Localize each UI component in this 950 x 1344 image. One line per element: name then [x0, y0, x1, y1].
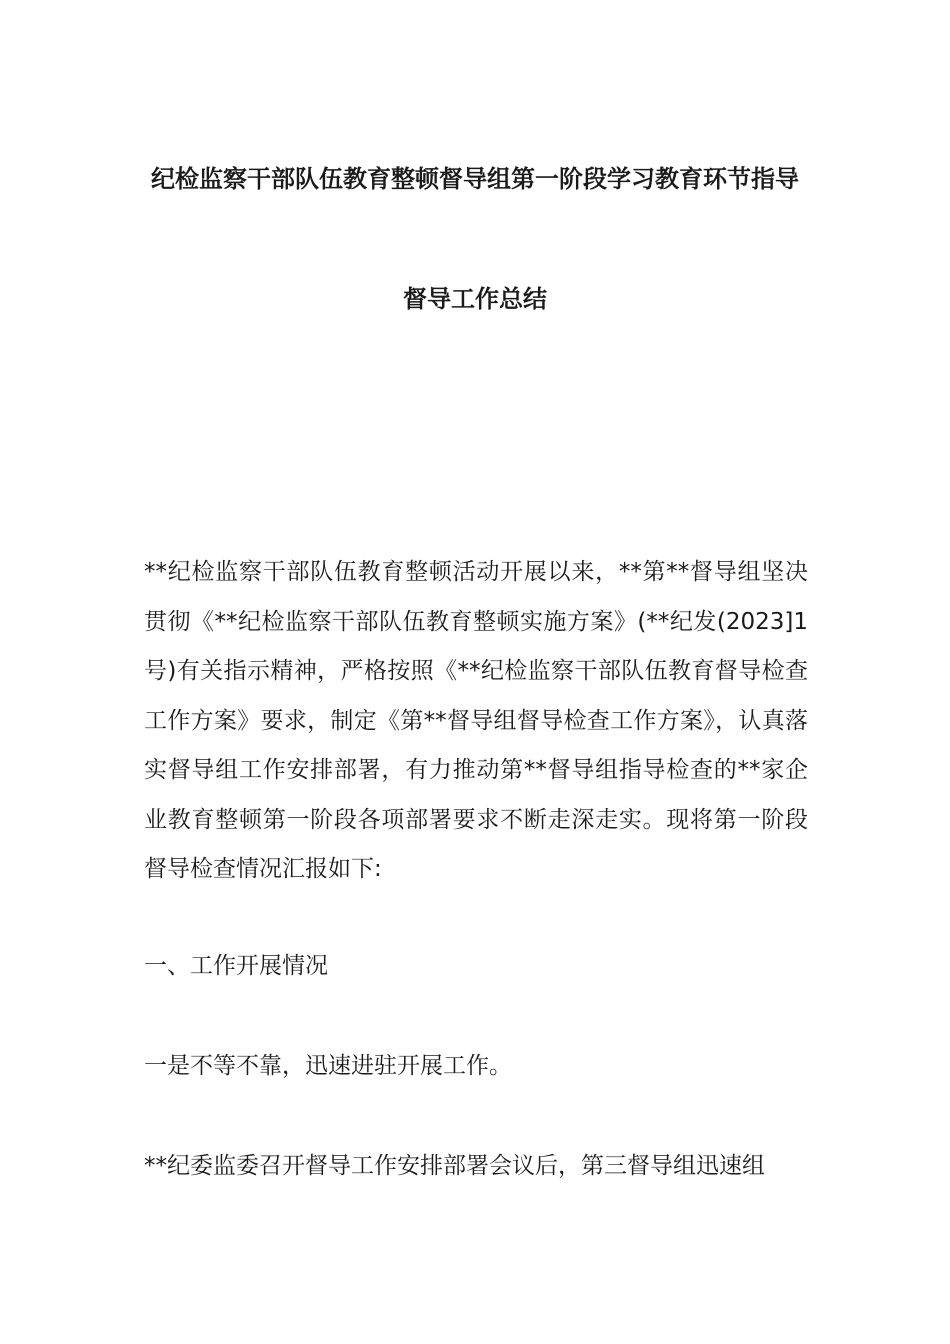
point-one-paragraph: 一是不等不靠，迅速进驻开展工作。 — [144, 1053, 512, 1079]
document-title-line-1: 纪检监察干部队伍教育整顿督导组第一阶段学习教育环节指导 — [151, 165, 799, 193]
document-title-line-2: 督导工作总结 — [403, 285, 547, 313]
intro-paragraph: **纪检监察干部队伍教育整顿活动开展以来，**第**督导组坚决贯彻《**纪检监察干部队伍教育整顿实施方案》(**纪发(2023]1号)有关指示精神，严格按照《**纪检监察干部队伍教育督导检查工作方案》要求，制定《第**督导组督导检查工作方案》，认真落实督导组工作安排部署，有力推动第**督导组指导检查的**家企业教育整顿第一阶段各项部署要求不断走深走实。现将第一阶段督导检查情况汇报如下: — [144, 559, 808, 882]
paragraph-two: **纪委监委召开督导工作安排部署会议后，第三督导组迅速组 — [144, 1153, 765, 1179]
section-heading-work-status: 一、工作开展情况 — [144, 953, 328, 979]
